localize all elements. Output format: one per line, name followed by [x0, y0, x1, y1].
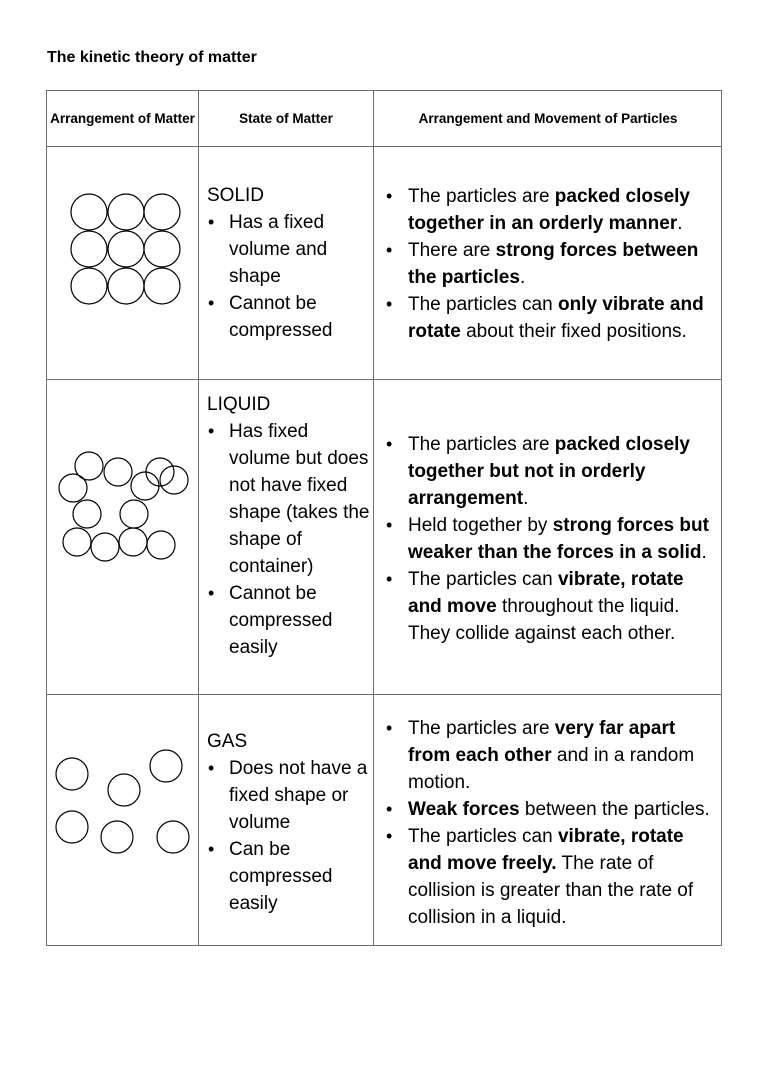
bold-text: vibrate, rotate and move: [408, 569, 684, 617]
text-segment: .: [701, 542, 707, 563]
state-property: • Can be compressed easily: [199, 836, 373, 917]
bold-text: vibrate, rotate and move freely.: [408, 826, 684, 874]
text-segment: The particles are: [408, 718, 555, 739]
description-point: [374, 291, 722, 345]
text-segment: The particles can: [408, 569, 558, 590]
text-segment: .: [523, 488, 529, 509]
kinetic-theory-table: [46, 90, 722, 946]
description-solid: [374, 183, 722, 345]
state-cell-gas: [199, 728, 373, 917]
state-property: • Cannot be compressed easily: [199, 580, 373, 661]
state-property: • Has fixed volume but does not have fixed shape (takes the shape of container): [199, 418, 373, 580]
text-segment: between the particles.: [519, 799, 710, 820]
text-segment: Held together by: [408, 515, 553, 536]
description-point: [374, 431, 722, 512]
text-segment: throughout the liquid. They collide against each other.: [408, 596, 680, 644]
state-cell-liquid: [199, 391, 373, 661]
text-segment: The particles can: [408, 294, 558, 315]
description-point: [374, 796, 722, 823]
text-segment: .: [519, 267, 526, 288]
bold-text: only vibrate and rotate: [408, 294, 704, 342]
gas-particle-diagram: [47, 695, 199, 946]
document-title: The kinetic theory of matter: [47, 49, 257, 66]
header-arrangement: Arrangement of Matter: [50, 111, 195, 126]
bold-text: strong forces but weaker than the forces in a solid: [408, 515, 709, 563]
description-point: [374, 183, 722, 237]
text-segment: about their fixed positions.: [460, 321, 687, 342]
state-name: GAS: [207, 731, 248, 752]
liquid-particle-diagram: [47, 380, 199, 694]
text-segment: .: [677, 213, 683, 234]
description-gas: [374, 715, 722, 931]
header-movement: Arrangement and Movement of Particles: [418, 111, 678, 126]
text-segment: The particles are: [408, 434, 555, 455]
bold-text: Weak forces: [408, 799, 520, 820]
description-point: [374, 823, 722, 931]
text-segment: The particles can: [408, 826, 558, 847]
state-name: SOLID: [207, 185, 265, 206]
text-segment: The particles are: [408, 186, 555, 207]
solid-particles: [47, 147, 199, 379]
description-liquid: [374, 431, 722, 647]
bold-text: very far apart from each other: [408, 718, 676, 766]
description-point: [374, 715, 722, 796]
liquid-particles: [47, 380, 199, 694]
gas-particles: [47, 695, 199, 946]
bold-text: packed closely together in an orderly manner: [408, 186, 690, 234]
description-point: [374, 237, 722, 291]
state-cell-solid: [199, 182, 373, 344]
text-segment: The rate of collision is greater than the rate of collision in a liquid.: [408, 853, 694, 928]
state-property: • Does not have a fixed shape or volume: [199, 755, 373, 836]
description-point: [374, 566, 722, 647]
state-name: LIQUID: [207, 394, 271, 415]
description-point: [374, 512, 722, 566]
text-segment: and in a random motion.: [408, 745, 695, 793]
bold-text: packed closely together but not in orderly arrangement: [408, 434, 690, 509]
text-segment: There are: [408, 240, 496, 261]
header-state: State of Matter: [239, 111, 333, 126]
state-property: • Cannot be compressed: [199, 290, 373, 344]
state-property: • Has a fixed volume and shape: [199, 209, 373, 290]
solid-particle-diagram: [47, 147, 199, 379]
bold-text: strong forces between the particles: [408, 240, 699, 288]
